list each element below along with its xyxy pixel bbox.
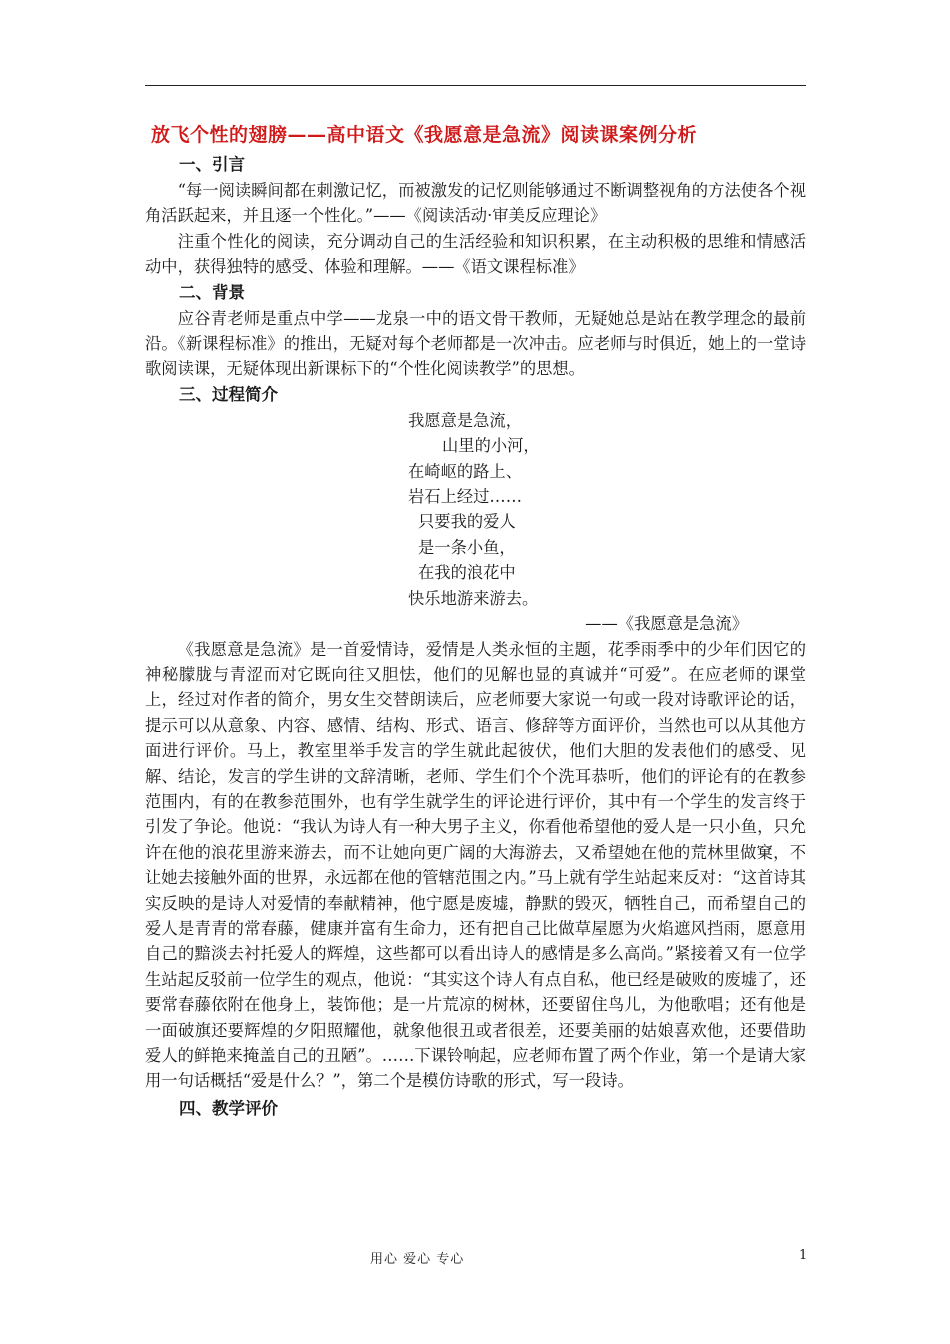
poem-line: 快乐地游来游去。 [408,588,539,608]
section-heading-background: 二、背景 [179,282,245,302]
poem-line: 在崎岖的路上、 [408,461,522,481]
poem-line: 只要我的爱人 [418,512,516,532]
intro-quote-1: “每一阅读瞬间都在刺激记忆，而被激发的记忆则能够通过不断调整视角的方法使各个视角活跃起来，并且逐一个性化。”——《阅读活动·审美反应理论》 [145,181,806,226]
section-heading-evaluation: 四、教学评价 [179,1098,278,1118]
poem-source: ——《我愿意是急流》 [585,614,748,634]
page-number: 1 [799,1248,808,1263]
poem-line: 山里的小河， [442,436,540,456]
poem-block [408,408,806,611]
poem-line: 在我的浪花中 [418,563,516,583]
document-title: 放飞个性的翅膀——高中语文《我愿意是急流》阅读课案例分析 [151,124,698,146]
poem-line: 我愿意是急流， [408,410,522,430]
document-page [145,118,806,1122]
process-paragraph: 《我愿意是急流》是一首爱情诗，爱情是人类永恒的主题，花季雨季中的少年们因它的神秘朦胧与青涩而对它既向往又胆怯，他们的见解也显的真诚并“可爱”。在应老师的课堂上，经过对作者的简介，男女生交替朗读后，应老师要大家说一句或一段对诗歌评论的话，提示可以从意象、内容、感情、结构、形式、语言、修辞等方面评价，当然也可以从其他方面进行评价。马上，教室里举手发言的学生就此起彼伏，他们大胆的发表他们的感受、见解、结论，发言的学生讲的文辞清晰，老师、学生们个个洗耳恭听，他们的评论有的在教参范围内，有的在教参范围外，也有学生就学生的评论进行评价，其中有一个学生的发言终于引发了争论。他说：“我认为诗人有一种大男子主义，你看他希望他的爱人是一只小鱼，只允许在他的浪花里游来游去，而不让她向更广阔的大海游去，又希望她在他的荒林里做窠，不让她去接触外面的世界，永远都在他的管辖范围之内。”马上就有学生站起来反对：“这首诗其实反映的是诗人对爱情的奉献精神，他宁愿是废墟，静默的毁灭，牺牲自己，而希望自己的爱人是青青的常春藤，健康并富有生命力，还有把自己比做草屋愿为火焰遮风挡雨，愿意用自己的黯淡去衬托爱人的辉煌，这些都可以看出诗人的感情是多么高尚。”紧接着又有一位学生站起反驳前一位学生的观点，他说：“其实这个诗人有点自私，他已经是破败的废墟了，还要常春藤依附在他身上，装饰他；是一片荒凉的树林，还要留住鸟儿，为他歌唱；还有他是一面破旗还要辉煌的夕阳照耀他，就象他很丑或者很差，还要美丽的姑娘喜欢他，还要借助爱人的鲜艳来掩盖自己的丑陋”。……下课铃响起，应老师布置了两个作业，第一个是请大家用一句话概括“爱是什么？”，第二个是模仿诗歌的形式，写一段诗。 [145,639,806,1091]
intro-quote-2: 注重个性化的阅读，充分调动自己的生活经验和知识积累，在主动积极的思维和情感活动中，获得独特的感受、体验和理解。——《语文课程标准》 [145,231,806,277]
header-rule [145,85,806,86]
footer-motto: 用心 爱心 专心 [370,1252,465,1267]
section-heading-intro: 一、引言 [179,155,245,174]
background-paragraph: 应谷青老师是重点中学——龙泉一中的语文骨干教师，无疑她总是站在教学理念的最前沿。《新课程标准》的推出，无疑对每个老师都是一次冲击。应老师与时俱近，她上的一堂诗歌阅读课，无疑体现出新课标下的“个性化阅读教学”的思想。 [145,308,806,379]
poem-line: 是一条小鱼， [418,537,516,557]
poem-line: 岩石上经过…… [408,487,522,507]
section-heading-process: 三、过程简介 [179,384,278,404]
